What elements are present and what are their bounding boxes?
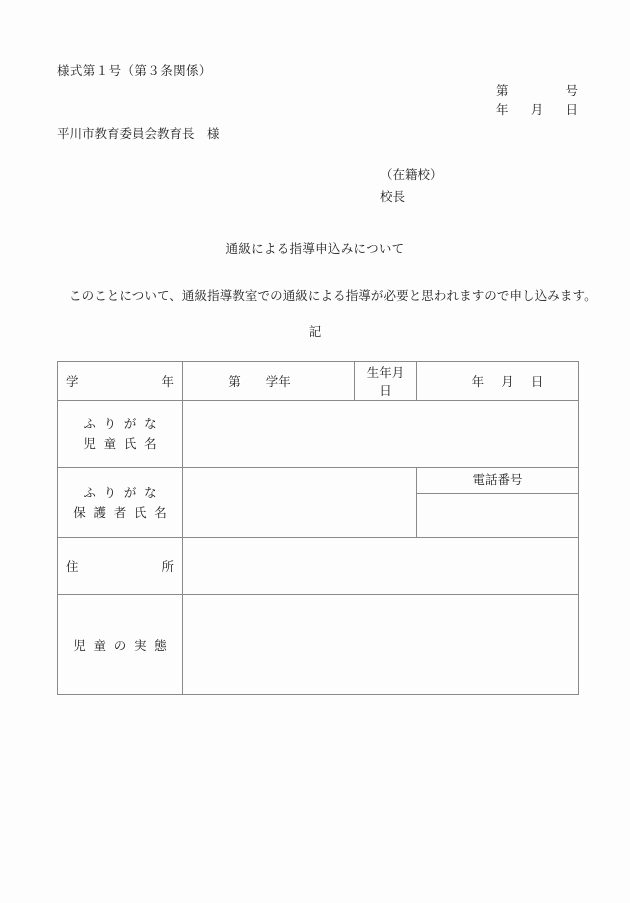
address-label-cell (58, 538, 183, 595)
birth-month-label: 月 (501, 375, 514, 389)
child-name-label-cell (58, 401, 183, 468)
table-row-child-condition (58, 595, 579, 695)
birthdate-value-cell[interactable] (417, 362, 579, 401)
child-condition-value-cell[interactable] (183, 595, 579, 695)
birthdate-label-cell (355, 362, 417, 401)
document-number-label: 第 (496, 84, 509, 98)
grade-label-start: 学 (66, 375, 79, 389)
form-number: 様式第１号（第３条関係） (57, 64, 212, 78)
ki-mark: 記 (308, 325, 322, 339)
grade-label-cell (58, 362, 183, 401)
table-row-grade (58, 362, 579, 401)
address-value-cell[interactable] (183, 538, 579, 595)
date-day-label: 日 (565, 103, 578, 117)
guardian-name-value-cell[interactable] (183, 468, 417, 538)
table-row-address (58, 538, 579, 595)
child-condition-label-cell (58, 595, 183, 695)
date-month-label: 月 (530, 103, 544, 117)
issuer-school: （在籍校） (380, 168, 443, 182)
application-form-table (57, 361, 579, 695)
date-year-label: 年 (496, 103, 509, 117)
page-title: 通級による指導申込みについて (225, 242, 405, 256)
address-label-end: 所 (161, 560, 174, 574)
table-row-guardian-name (58, 468, 579, 538)
telephone-value[interactable] (417, 494, 578, 537)
document-date-line (496, 101, 578, 120)
telephone-label: 電話番号 (417, 468, 578, 494)
address-label-start: 住 (66, 560, 79, 574)
child-name-value-cell[interactable] (183, 401, 579, 468)
issuer-title: 校長 (380, 190, 406, 204)
document-number-unit: 号 (565, 84, 578, 98)
birth-year-label: 年 (471, 375, 485, 389)
grade-value: 第 学年 (228, 375, 291, 389)
table-row-child-name (58, 401, 579, 468)
grade-label-end: 年 (161, 375, 174, 389)
telephone-wrap (417, 468, 578, 537)
guardian-furigana-label: ふりがな (83, 485, 165, 500)
child-furigana-label: ふりがな (83, 417, 165, 431)
addressee: 平川市教育委員会教育長 様 (57, 127, 220, 141)
child-name-label: 児童氏名 (83, 437, 165, 451)
body-paragraph: このことについて、通級指導教室での通級による指導が必要と思われますので申し込みます。 (69, 289, 597, 303)
telephone-cell (417, 468, 579, 538)
birthdate-fields (417, 372, 578, 390)
issuer-block (380, 164, 443, 208)
guardian-name-label-cell (58, 468, 183, 538)
document-number-line (496, 82, 578, 101)
birthdate-label: 生年月日 (366, 366, 405, 398)
guardian-name-label: 保護者氏名 (73, 505, 175, 520)
birth-day-label: 日 (530, 375, 544, 389)
document-number-and-date (496, 82, 578, 120)
grade-value-cell[interactable] (183, 362, 355, 401)
child-condition-label: 児童の実態 (73, 638, 175, 653)
